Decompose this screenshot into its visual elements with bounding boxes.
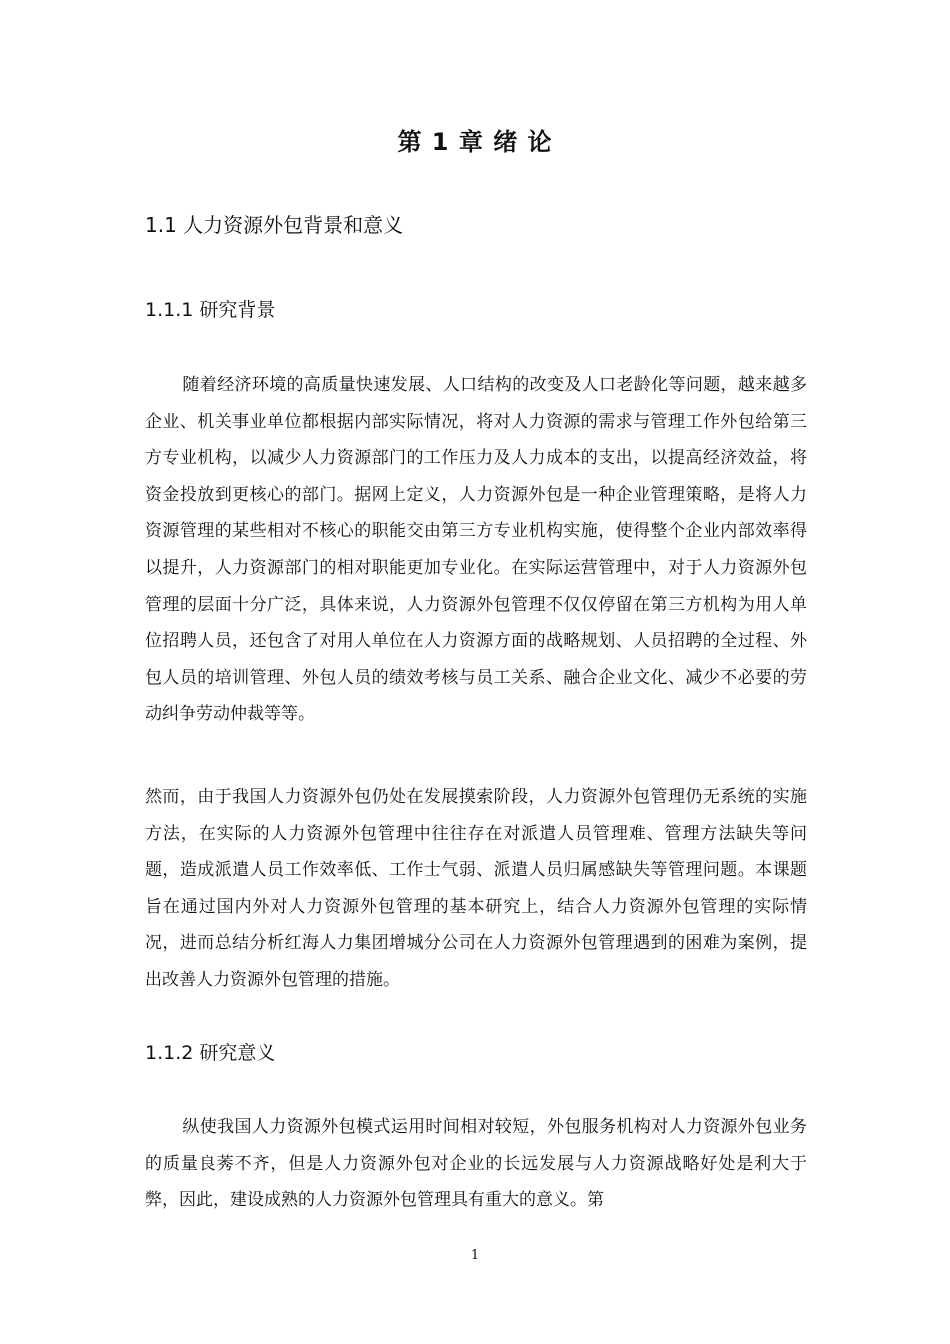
paragraph-problems: 然而，由于我国人力资源外包仍处在发展摸索阶段，人力资源外包管理仍无系统的实施方法，在实际的人力资源外包管理中往往存在对派遣人员管理难、管理方法缺失等问题，造成派遣人员工作效率低、工作士气弱、派遣人员归属感缺失等管理问题。本课题旨在通过国内外对人力资源外包管理的基本研究上，结合人力资源外包管理的实际情况，进而总结分析红海人力集团增城分公司在人力资源外包管理遇到的困难为案例，提出改善人力资源外包管理的措施。 — [145, 787, 807, 990]
section-title: 1.1 人力资源外包背景和意义 — [145, 213, 404, 237]
subsection-title-significance: 1.1.2 研究意义 — [145, 1042, 276, 1064]
subsection-title-background: 1.1.1 研究背景 — [145, 299, 276, 321]
page-number: 1 — [470, 1248, 480, 1263]
paragraph-background: 随着经济环境的高质量快速发展、人口结构的改变及人口老龄化等问题，越来越多企业、机关事业单位都根据内部实际情况，将对人力资源的需求与管理工作外包给第三方专业机构，以减少人力资源部门的工作压力及人力成本的支出，以提高经济效益，将资金投放到更核心的部门。据网上定义，人力资源外包是一种企业管理策略，是将人力资源管理的某些相对不核心的职能交由第三方专业机构实施，使得整个企业内部效率得以提升，人力资源部门的相对职能更加专业化。在实际运营管理中，对于人力资源外包管理的层面十分广泛，具体来说，人力资源外包管理不仅仅停留在第三方机构为用人单位招聘人员，还包含了对用人单位在人力资源方面的战略规划、人员招聘的全过程、外包人员的培训管理、外包人员的绩效考核与员工关系、融合企业文化、减少不必要的劳动纠争劳动仲裁等等。 — [145, 375, 807, 725]
chapter-title: 第 1 章 绪 论 — [397, 128, 553, 156]
paragraph-significance: 纵使我国人力资源外包模式运用时间相对较短，外包服务机构对人力资源外包业务的质量良莠不齐，但是人力资源外包对企业的长远发展与人力资源战略好处是利大于弊，因此，建设成熟的人力资源外包管理具有重大的意义。第 — [145, 1117, 807, 1211]
